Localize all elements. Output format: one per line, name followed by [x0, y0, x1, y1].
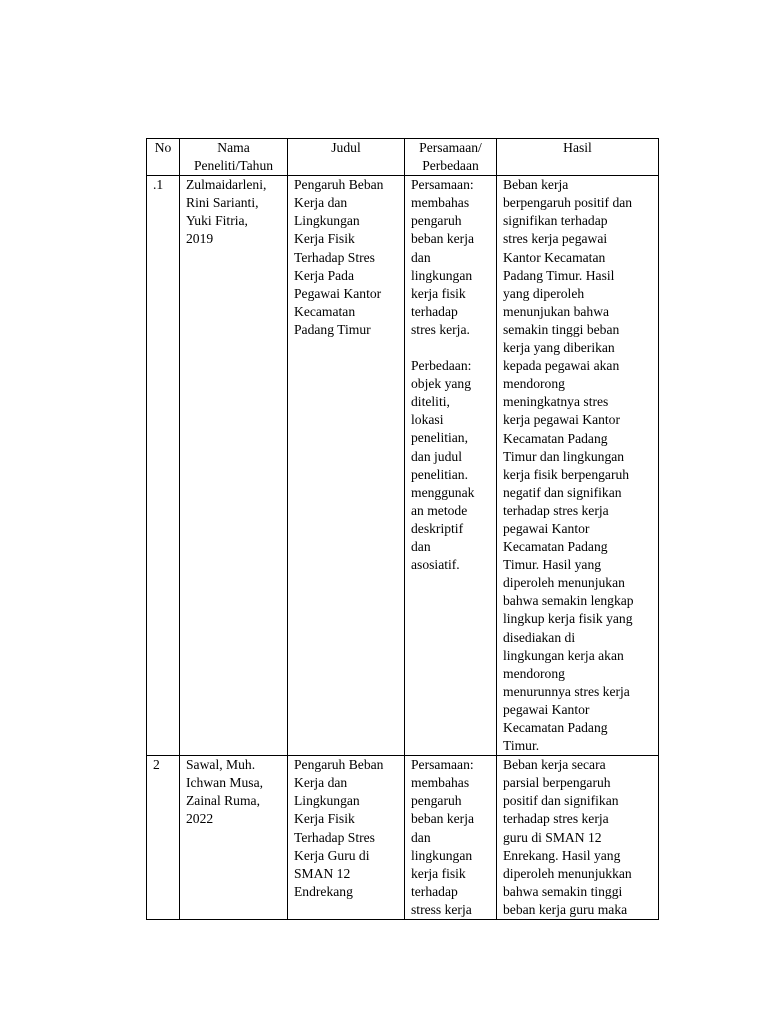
header-persamaan-perbedaan: Persamaan/ Perbedaan	[405, 139, 497, 176]
cell-nama: Zulmaidarleni, Rini Sarianti, Yuki Fitria, 2019	[180, 176, 288, 756]
perbedaan-text: Perbedaan: objek yang diteliti, lokasi penelitian, dan judul penelitian. menggunak an metode deskriptif dan asosiatif.	[411, 358, 475, 573]
cell-hasil: Beban kerja secara parsial berpengaruh positif dan signifikan terhadap stres kerja guru di SMAN 12 Enrekang. Hasil yang diperoleh menunjukkan bahwa semakin tinggi beban kerja guru maka	[497, 756, 659, 920]
cell-judul: Pengaruh Beban Kerja dan Lingkungan Kerja Fisik Terhadap Stres Kerja Pada Pegawai Kantor Kecamatan Padang Timur	[288, 176, 405, 756]
header-no: No	[147, 139, 180, 176]
table-row	[147, 176, 659, 756]
persamaan-text: Persamaan: membahas pengaruh beban kerja dan lingkungan kerja fisik terhadap stress kerja	[411, 757, 475, 917]
cell-persamaan-perbedaan	[405, 756, 497, 920]
table-header-row	[147, 139, 659, 176]
header-hasil: Hasil	[497, 139, 659, 176]
cell-no: 2	[147, 756, 180, 920]
literature-review-table	[146, 138, 659, 920]
cell-no: .1	[147, 176, 180, 756]
header-judul: Judul	[288, 139, 405, 176]
header-nama-peneliti: Nama Peneliti/Tahun	[180, 139, 288, 176]
cell-nama: Sawal, Muh. Ichwan Musa, Zainal Ruma, 2022	[180, 756, 288, 920]
cell-persamaan-perbedaan	[405, 176, 497, 756]
paragraph-gap	[411, 339, 496, 357]
persamaan-text: Persamaan: membahas pengaruh beban kerja dan lingkungan kerja fisik terhadap stres kerja.	[411, 177, 475, 337]
table-row	[147, 756, 659, 920]
cell-hasil: Beban kerja berpengaruh positif dan signifikan terhadap stres kerja pegawai Kantor Kecamatan Padang Timur. Hasil yang diperoleh menunjukan bahwa semakin tinggi beban kerja yang diberikan kepada pegawai akan mendorong meningkatnya stres kerja pegawai Kantor Kecamatan Padang Timur dan lingkungan kerja fisik berpengaruh negatif dan signifikan terhadap stres kerja pegawai Kantor Kecamatan Padang Timur. Hasil yang diperoleh menunjukan bahwa semakin lengkap lingkup kerja fisik yang disediakan di lingkungan kerja akan mendorong menurunnya stres kerja pegawai Kantor Kecamatan Padang Timur.	[497, 176, 659, 756]
cell-judul: Pengaruh Beban Kerja dan Lingkungan Kerja Fisik Terhadap Stres Kerja Guru di SMAN 12 Endrekang	[288, 756, 405, 920]
